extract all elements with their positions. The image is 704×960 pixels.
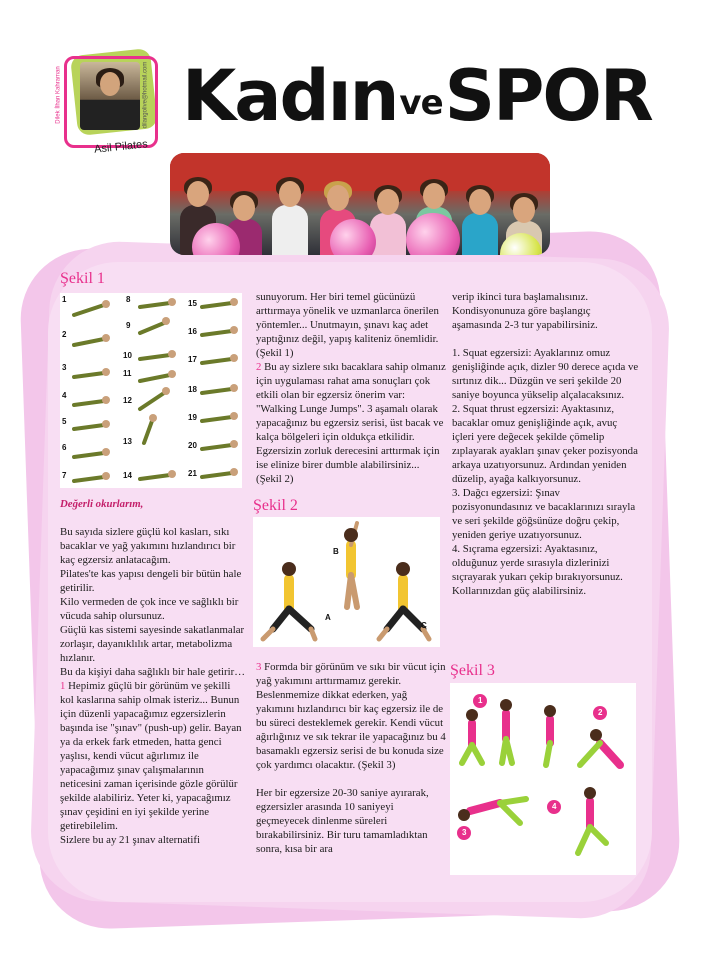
column-2-continued — [256, 660, 446, 856]
author-badge — [55, 52, 160, 148]
figure1-number: 16 — [188, 327, 197, 336]
figure2-label-a: A — [325, 613, 331, 622]
figure1-number: 2 — [62, 330, 67, 339]
exercise-item: 3. Dağcı egzersizi: Şınav pozisyonundasınız ve bacaklarınızı sırayla ve seri şekilde göğsünüze doğru çekip, yeniden geriye uzatıyorsunuz. — [452, 487, 636, 541]
figure2-label-b: B — [333, 547, 339, 556]
section-number: 1 — [60, 680, 66, 692]
col1-paragraph: Bu sayıda sizlere güçlü kol kasları, sıkı bacaklar ve yağ yakımını hızlandırıcı bir kaç egzersiz anlatacağım. — [60, 526, 236, 566]
figure1-number: 15 — [188, 299, 197, 308]
col1-paragraph: Kilo vermeden de çok ince ve sağlıklı bir vücuda sahip olursunuz. — [60, 596, 239, 622]
author-portrait — [80, 62, 140, 130]
col1-paragraph-numbered: 1 Hepimiz güçlü bir görünüm ve şekilli kol kaslarına sahip olmak isteriz... Bunun için düzenli yapacağımız egzersizlerin başında ise "şınav" (push-up) gelir. Bayan ya da erkek fark etmeden, hatta genci yaşlısı, kendi vücut ağırlımız ile yapacağımız şınav çalışmalarının neticesini zaman içerisinde gözle görülür şekilde alabiliriz. Yeter ki, yapacağımız şınav çeşidini en iyi şekilde yerine getirebilelim. — [60, 680, 242, 832]
column-3 — [452, 290, 642, 598]
column-2 — [256, 290, 446, 486]
col2-paragraph-numbered: 2 Bu ay sizlere sıkı bacaklara sahip olmanız için uygulaması rahat ama sonuçları çok etkili olan bir egzersiz önerim var: "Walking Lunge Jumps". 3 aşamalı olarak yapacağınız bu egzersiz serisi, üst bacak ve kalça bölgeleri için oldukça etkilidir. Egzersizin zorluk derecesini arttırmak için ise elinize birer dumble alabilirsiniz... (Şekil 2) — [256, 361, 446, 485]
figure1-title: Şekil 1 — [60, 270, 105, 287]
exercise-item: 4. Sıçrama egzersizi: Ayaktasınız, olduğunuz yerde sırasıyla dizlerinizi sıçrayarak yukarı çekip bırakıyorsunuz. Kollarınızdan güç alabilirsiniz. — [452, 543, 623, 597]
col2-paragraph-numbered: 3 Formda bir görünüm ve sıkı bir vücut için yağ yakımını arttırmamız gerekir. Beslenmemize dikkat ederken, yağ yakımını hızlandırıcı bir kaç egzersiz ile de bu süreci desteklemek gerekir. Kendi vücut ağırlığınız ve sık tekrar ile yapacağınız bu 4 basamaklı egzersiz serisi de bu konuda size çok yardımcı olacaktır. (Şekil 3) — [256, 661, 446, 771]
figure1-pushup-grid — [60, 293, 242, 488]
figure2-title: Şekil 2 — [253, 497, 298, 514]
figure1-number: 8 — [126, 295, 131, 304]
col1-paragraph: Bu da kişiyi daha sağlıklı bir hale getirir… — [60, 666, 246, 678]
figure1-number: 11 — [123, 369, 132, 378]
author-email: dilangolive@hotmail.com — [142, 61, 149, 129]
figure1-number: 3 — [62, 363, 67, 372]
group-photo — [170, 153, 550, 255]
figure1-number: 1 — [62, 295, 67, 304]
figure3-exercise-illustration — [450, 683, 636, 875]
title-part1: Kadın — [182, 55, 398, 137]
figure1-number: 19 — [188, 413, 197, 422]
figure1-number: 5 — [62, 417, 67, 426]
figure3-label-3: 3 — [462, 828, 467, 837]
figure3-title: Şekil 3 — [450, 662, 495, 679]
exercise-item: 2. Squat thrust egzersizi: Ayaktasınız, bacaklar omuz genişliğinde açık, avuç içleri yere değecek şekilde çömelip zıplayarak ayakları şınav çeker pozisyonda arkaya uzatıyorsunuz. Ardından yeniden düzelip, ayağa kalkıyorsunuz. — [452, 403, 638, 485]
figure1-number: 7 — [62, 471, 67, 480]
figure1-number: 10 — [123, 351, 132, 360]
cardio-figures-illustration — [450, 683, 636, 875]
figure1-number: 21 — [188, 469, 197, 478]
figure3-label-1: 1 — [478, 696, 483, 705]
figure3-label-2: 2 — [598, 708, 603, 717]
figure1-number: 14 — [123, 471, 132, 480]
section-number: 3 — [256, 661, 262, 673]
figure1-number: 4 — [62, 391, 67, 400]
greeting: Değerli okurlarım, — [60, 498, 144, 510]
figure1-number: 17 — [188, 355, 197, 364]
figure1-number: 13 — [123, 437, 132, 446]
col3-paragraph: verip ikinci tura başlamalısınız. Kondisyonunuza göre başlangıç aşamasında 2-3 tur yapabilirsiniz. — [452, 291, 598, 331]
col2-paragraph: Her bir egzersize 20-30 saniye ayırarak, egzersizler arasında 10 saniyeyi geçmeyecek dinlenme süreleri bırakabilirsiniz. Bir turu tamamladıktan sonra, kısa bir ara — [256, 787, 429, 855]
page-title — [182, 55, 652, 137]
figure1-number: 9 — [126, 321, 131, 330]
col1-paragraph: Güçlü kas sistemi sayesinde sakatlanmalar zorlaşır, dayanıklılık artar, metabolizma hızlanır. — [60, 624, 245, 664]
figure1-number: 18 — [188, 385, 197, 394]
figure2-label-c: C — [421, 621, 427, 630]
col2-paragraph: sunuyorum. Her biri temel gücünüzü arttırmaya yönelik ve uzmanlarca önerilen yöntemler... Unutmayın, şınavı kaç adet yaptığınız değil, yapış kaliteniz önemlidir. (Şekil 1) — [256, 291, 439, 359]
lunge-figures-illustration — [253, 517, 440, 647]
title-part2: SPOR — [444, 55, 652, 137]
figure1-number: 20 — [188, 441, 197, 450]
col1-paragraph: Pilates'te kas yapısı dengeli bir bütün hale getirilir. — [60, 568, 242, 594]
figure1-number: 12 — [123, 396, 132, 405]
figure2-lunge-illustration — [253, 517, 440, 647]
figure1-number: 6 — [62, 443, 67, 452]
col1-paragraph: Sizlere bu ay 21 şınav alternatifi — [60, 834, 201, 846]
section-number: 2 — [256, 361, 262, 373]
pushup-figures-illustration — [60, 293, 242, 488]
section-label: Asil Pilates — [93, 138, 149, 156]
figure3-label-4: 4 — [552, 802, 557, 811]
author-name: Dilek İlhan Kahraman — [55, 66, 62, 124]
exercise-item: 1. Squat egzersizi: Ayaklarınız omuz genişliğinde açık, dizler 90 derece açıda ve sırtınız dik... Düzgün ve seri şekilde 20 saniye boyunca yükselip alçalacaksınız. — [452, 347, 639, 401]
column-1 — [60, 497, 246, 847]
title-ve: ve — [399, 83, 443, 123]
